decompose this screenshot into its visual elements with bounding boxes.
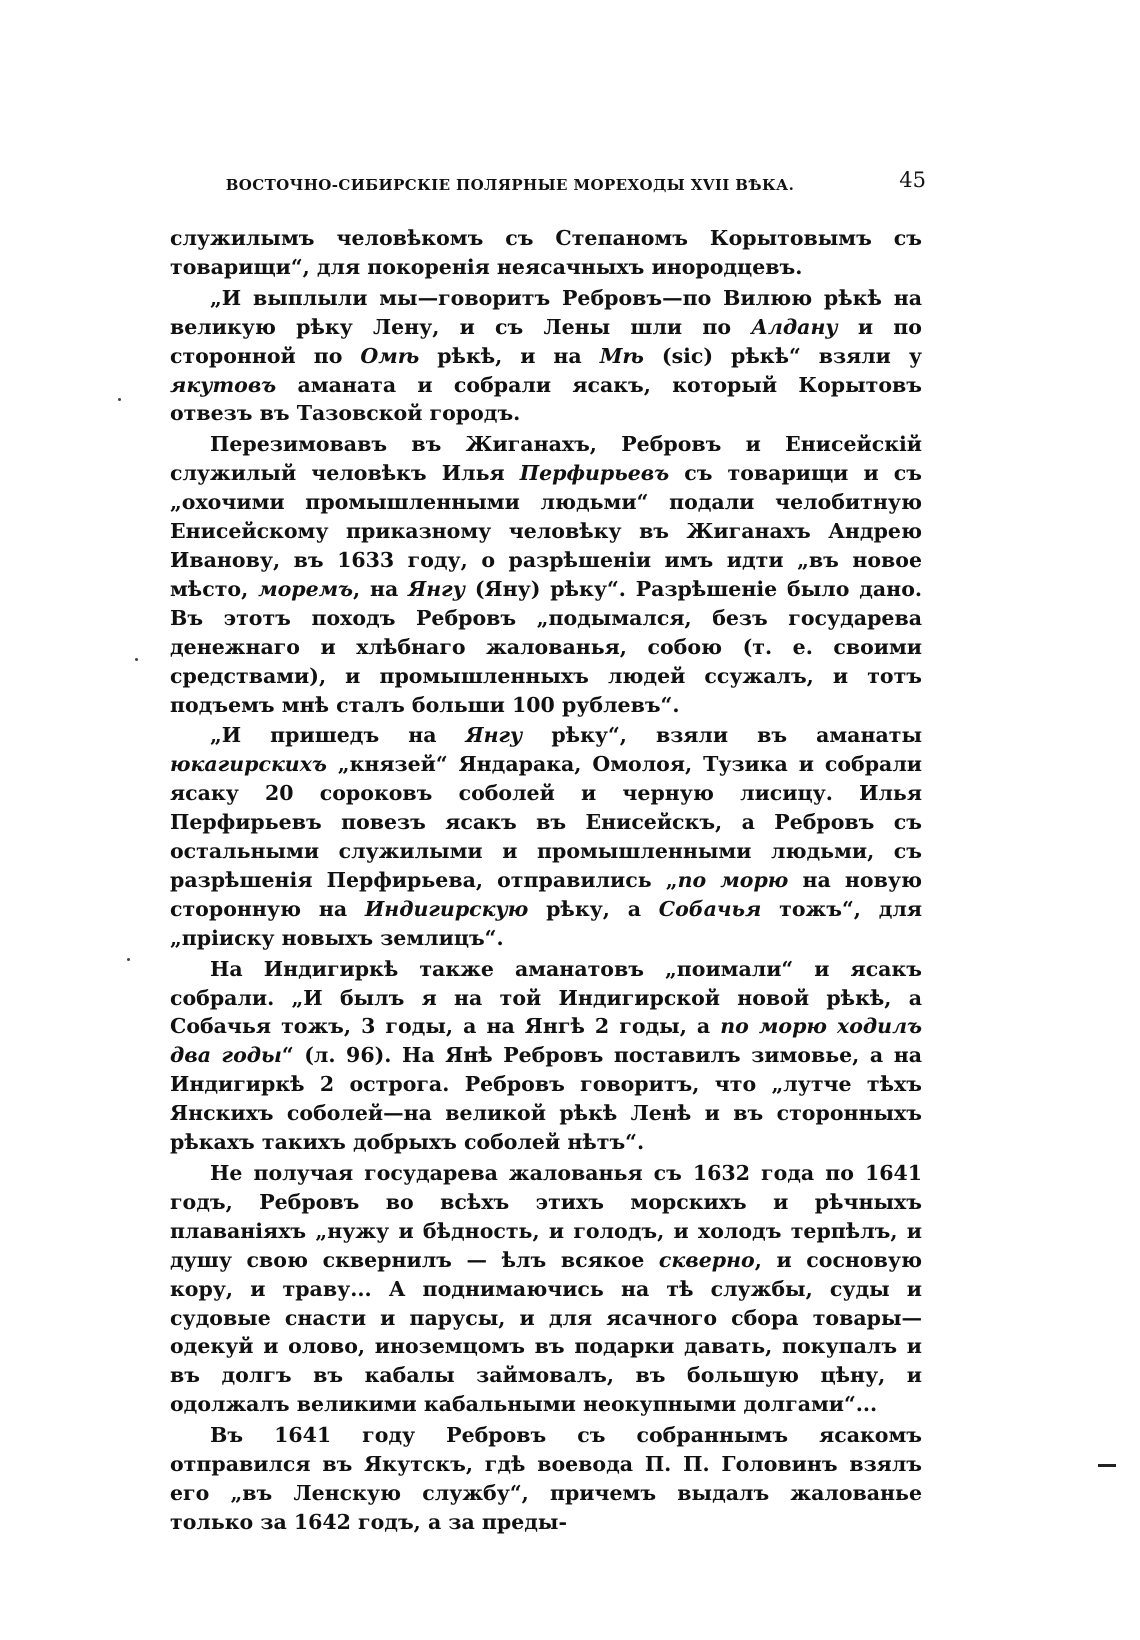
text-run: рѣку“, взяли въ аманаты (522, 723, 922, 748)
italic-run: Алдану (751, 314, 838, 339)
margin-mark (135, 658, 138, 661)
paragraph (170, 284, 922, 429)
italic-run: Перфирьевъ (519, 461, 670, 486)
italic-run: по морю ходилъ два годы (170, 1014, 922, 1068)
italic-run: Собачья (658, 896, 762, 921)
text-run: Не получая государева жалованья съ 1632 года по 1641 годъ, Ребровъ во всѣхъ этихъ морскихъ и рѣчныхъ плаваніяхъ „нужу и бѣдность, и голодъ, и холодъ терпѣлъ, и душу свою сквернилъ — ѣлъ всякое (170, 1161, 922, 1272)
text-run: и по сторонной по (170, 314, 922, 368)
paragraph (170, 224, 922, 282)
paragraph (170, 430, 922, 719)
text-run: съ товарищи и съ „охочими промышленными людьми“ подали челобитную Енисейскому приказному человѣку въ Жиганахъ Андрею Иванову, въ 1633 году, о разрѣшеніи имъ идти „въ новое мѣсто, (170, 461, 923, 601)
text-run: На Индигиркѣ также аманатовъ „поимали“ и ясакъ собрали. „И былъ я на той Индигирской новой рѣкѣ, а Собачья тожъ, 3 годы, а на Янгѣ 2 годы, а (170, 956, 922, 1039)
running-head: ВОСТОЧНО-СИБИРСКІЕ ПОЛЯРНЫЕ МОРЕХОДЫ XVII ВѢКА. (225, 176, 795, 194)
text-run: (Яну) рѣку“. Разрѣшеніе было дано. Въ этотъ походъ Ребровъ „подымался, безъ государева денежнаго и хлѣбнаго жалованья, собою (т. е. своими средствами), и промышленныхъ людей ссужалъ, и тотъ подъемъ мнѣ сталъ больши 100 рублевъ“. (170, 576, 923, 717)
text-run: “ (л. 96). На Янѣ Ребровъ поставилъ зимовье, а на Индигиркѣ 2 острога. Ребровъ говоритъ, что „лутче тѣхъ Янскихъ соболей—на великой рѣкѣ Ленѣ и въ сторонныхъ рѣкахъ такихъ добрыхъ соболей нѣтъ“. (170, 1043, 922, 1155)
italic-run: Янгу (465, 723, 523, 748)
italic-run: Омѣ (360, 343, 420, 368)
paragraph (170, 1159, 922, 1419)
paragraph (170, 955, 922, 1157)
text-run: рѣку, а (528, 896, 659, 921)
italic-run: моремъ (258, 576, 354, 601)
italic-run: Индигирскую (364, 896, 529, 921)
text-run: аманата и собрали ясакъ, который Корытовъ отвезъ въ Тазовской городъ. (170, 372, 922, 426)
margin-mark (127, 958, 130, 961)
text-run: Въ 1641 году Ребровъ съ собраннымъ ясакомъ отправился въ Якутскъ, гдѣ воевода П. П. Головинъ взялъ его „въ Ленскую службу“, причемъ выдалъ жалованье только за 1642 годъ, а за преды- (170, 1423, 922, 1534)
text-run: служилымъ человѣкомъ съ Степаномъ Корытовымъ съ товарищи“, для покоренія неясачныхъ инородцевъ. (170, 226, 922, 279)
paragraph (170, 721, 922, 952)
italic-run: Янгу (408, 576, 465, 601)
text-run: „И пришедъ на (210, 723, 466, 748)
page-number: 45 (899, 168, 926, 192)
text-run: , на (353, 576, 409, 601)
italic-run: Мѣ (599, 343, 644, 368)
page-header (170, 168, 926, 200)
edge-dash (1098, 1464, 1116, 1467)
text-run: (sic) рѣкѣ“ взяли у (643, 343, 922, 368)
text-run: тожъ“, для „пріиску новыхъ землицъ“. (170, 896, 922, 950)
text-body (170, 224, 922, 1539)
italic-run: якутовъ (170, 372, 277, 397)
margin-mark (118, 398, 121, 401)
paragraph (170, 1421, 922, 1537)
text-run: на новую сторонную на (170, 867, 922, 921)
text-run: , и сосновую кору, и траву... А поднимаючись на тѣ службы, суды и судовые снасти и парусы, и для ясачного сбора товары—одекуй и олово, иноземцомъ въ подарки давать, покупалъ и въ долгъ въ кабалы займовалъ, въ большую цѣну, и одолжалъ великими кабальными неокупными долгами“... (170, 1247, 922, 1417)
italic-run: юкагирскихъ (170, 752, 327, 777)
italic-run: по морю (677, 867, 789, 892)
text-run: Перезимовавъ въ Жиганахъ, Ребровъ и Енисейскій служилый человѣкъ Илья (170, 432, 922, 486)
text-run: „И выплыли мы—говоритъ Ребровъ—по Вилюю рѣкѣ на великую рѣку Лену, и съ Лены шли по (170, 285, 922, 339)
italic-run: скверно (658, 1247, 755, 1272)
text-run: „князей“ Яндарака, Омолоя, Тузика и собрали ясаку 20 сороковъ соболей и черную лисицу. Илья Перфирьевъ повезъ ясакъ въ Енисейскъ, а Ребровъ съ остальными служилыми и промышленными людьми, съ разрѣшенія Перфирьева, отправились „ (170, 752, 922, 892)
text-run: рѣкѣ, и на (419, 343, 600, 368)
